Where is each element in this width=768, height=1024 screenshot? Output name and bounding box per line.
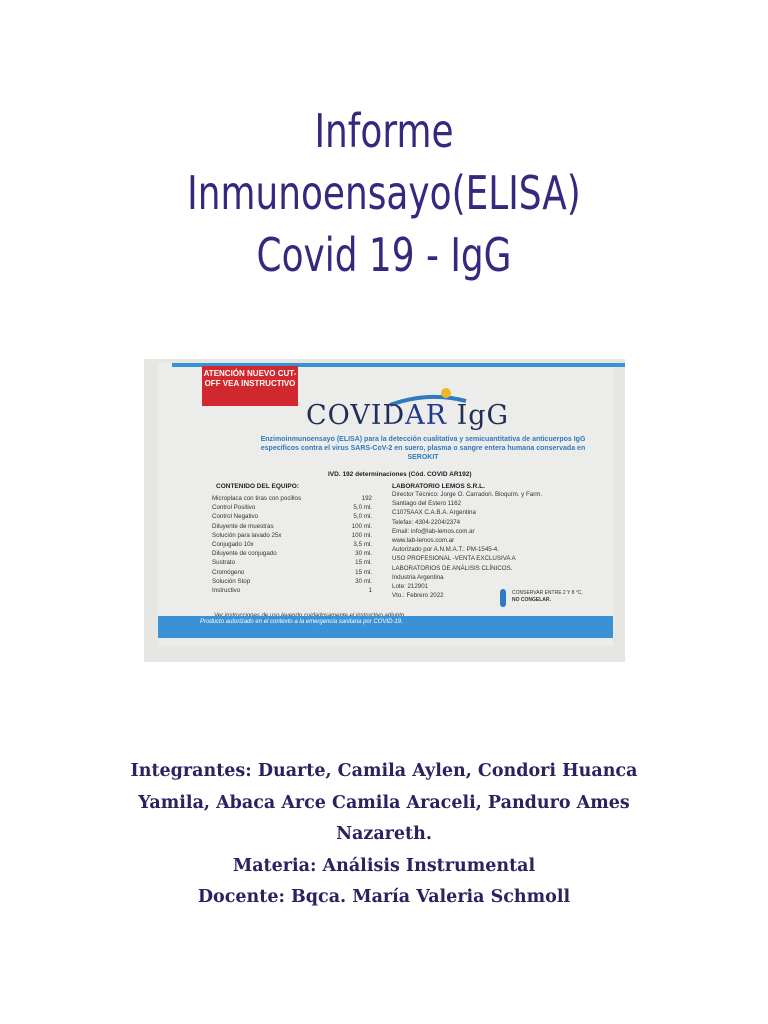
contents-qty: 100 ml.: [351, 531, 372, 539]
lab-info-line: Autorizado por A.N.M.A.T.: PM-1545-4.: [392, 546, 499, 554]
contents-item: Solución Stop: [212, 577, 251, 585]
lab-info-line: Industria Argentina: [392, 573, 444, 581]
contents-row: [212, 531, 372, 540]
contents-item: Sustrato: [212, 559, 236, 567]
contents-list: [212, 494, 372, 595]
lab-info-line: www.lab-lemos.com.ar: [392, 537, 455, 545]
teacher-line: Docente: Bqca. María Valeria Schmoll: [197, 887, 571, 907]
logo-sun-icon: [441, 388, 451, 398]
contents-row: [212, 512, 372, 521]
contents-qty: 5,0 ml.: [353, 504, 372, 512]
contents-qty: 15 ml.: [355, 568, 372, 576]
contents-qty: 3,5 ml.: [353, 541, 372, 549]
contents-qty: 192: [361, 495, 372, 502]
subject-line: Materia: Análisis Instrumental: [232, 855, 536, 876]
members-line-1: Integrantes: Duarte, Camila Aylen, Condori Huanca: [130, 761, 638, 781]
title-line-3: Covid 19 - IgG: [256, 228, 512, 282]
lab-info-line: Vto.: Febrero 2022: [392, 592, 444, 600]
lab-heading: LABORATORIO LEMOS S.R.L.: [392, 483, 485, 490]
contents-row: [212, 540, 372, 549]
contents-item: Diluyente de conjugado: [212, 550, 277, 558]
contents-row: [212, 494, 372, 503]
contents-qty: 1: [368, 587, 372, 595]
contents-item: Diluyente de muestras: [212, 522, 274, 530]
contents-qty: 30 ml.: [355, 550, 372, 558]
logo-ar: AR: [405, 400, 447, 431]
contents-item: Conjugado 10x: [212, 541, 254, 549]
title-line-1: Informe: [314, 104, 454, 158]
logo-covid: COVID: [306, 400, 406, 431]
label-bottom-stripe: [158, 616, 613, 638]
contents-item: Cromógeno: [212, 568, 245, 576]
kit-photo: [144, 359, 625, 662]
storage-no-freeze: NO CONGELAR.: [512, 597, 551, 603]
lab-info-line: Santiago del Estero 1162: [392, 500, 462, 508]
contents-row: [212, 503, 372, 512]
contents-row: [212, 586, 372, 595]
lab-info-line: Director Técnico: Jorge O. Carradori. Bioquím. y Farm.: [392, 491, 543, 498]
contents-item: Control Positivo: [212, 504, 256, 512]
attention-banner: ATENCIÓN NUEVO CUT-OFF VEA INSTRUCTIVO: [202, 366, 298, 406]
storage-temperature: CONSERVAR ENTRE 2 Y 8 °C.: [512, 590, 583, 596]
contents-qty: 15 ml.: [355, 559, 372, 567]
contents-qty: 30 ml.: [355, 577, 372, 585]
contents-item: Microplaca con tiras con pocillos: [212, 495, 302, 502]
contents-row: [212, 558, 372, 567]
logo-igg: IgG: [456, 400, 510, 431]
members-line-2: Yamila, Abaca Arce Camila Araceli, Panduro Ames: [138, 792, 630, 813]
lab-info-line: C1075AAX C.A.B.A. Argentina: [392, 509, 476, 517]
kit-ivd: IVD. 192 determinaciones (Cód. COVID AR192): [328, 471, 472, 478]
contents-item: Control Negativo: [212, 513, 259, 521]
storage-note: [512, 590, 612, 604]
lab-info-line: USO PROFESIONAL -VENTA EXCLUSIVA A: [392, 555, 516, 563]
authorization-note: Producto autorizado en el contexto a la emergencia sanitaria por COVID-19.: [200, 619, 403, 625]
lab-info: [392, 490, 602, 600]
title-line-2: Inmunoensayo(ELISA): [187, 166, 581, 220]
kit-description: Enzimoinmunoensayo (ELISA) para la detección cualitativa y semicuantitativa de anticuerpos IgG específicos contra el virus SARS-CoV-2 en suero, plasma o sangre entera humana conservada en SEROKIT: [260, 436, 586, 461]
kit-logo: [306, 400, 526, 434]
document-title: [84, 100, 683, 286]
contents-qty: 100 ml.: [351, 522, 372, 530]
members-line-3: Nazareth.: [336, 824, 432, 844]
contents-qty: 5,0 ml.: [353, 513, 372, 521]
contents-row: [212, 549, 372, 558]
lab-info-line: Email: info@lab-lemos.com.ar: [392, 527, 475, 535]
contents-row: [212, 522, 372, 531]
contents-item: Instructivo: [212, 587, 241, 595]
lab-info-line: Lote: 212901: [392, 583, 429, 591]
contents-row: [212, 568, 372, 577]
contents-row: [212, 577, 372, 586]
lab-info-line: LABORATORIOS DE ANÁLISIS CLÍNICOS.: [392, 564, 513, 572]
thermometer-icon: [500, 589, 506, 607]
lab-info-line: Telefax: 4304-2204/2374: [392, 518, 461, 526]
contents-heading: CONTENIDO DEL EQUIPO:: [216, 483, 299, 490]
contents-item: Solución para lavado 25x: [212, 531, 282, 539]
credits-block: [80, 756, 688, 914]
kit-label: [158, 363, 613, 646]
